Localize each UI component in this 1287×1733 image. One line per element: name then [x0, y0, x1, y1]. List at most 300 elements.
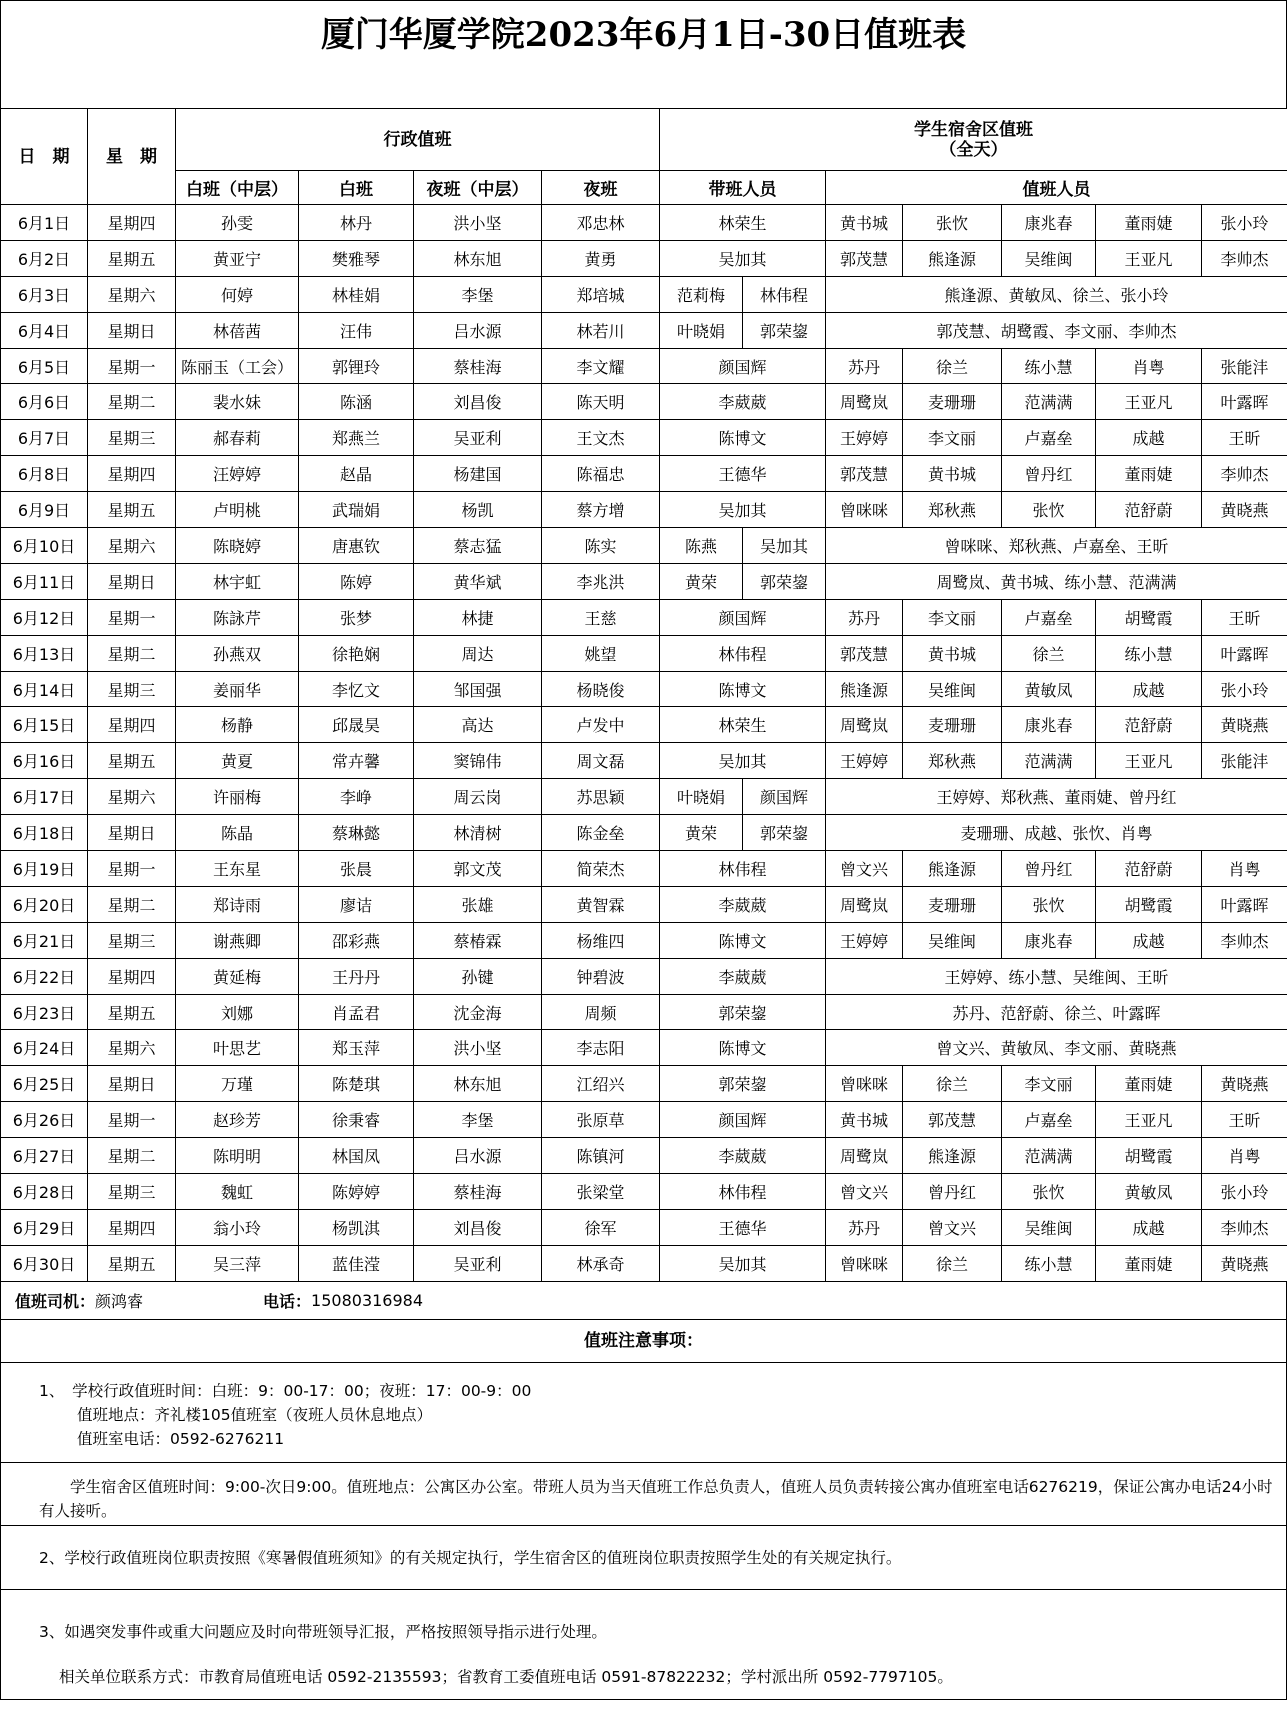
cell-day-mid: 陈晓婷: [176, 528, 299, 564]
cell-duty-staff: 郭茂慧: [903, 1102, 1002, 1138]
cell-night-mid: 高达: [414, 707, 542, 743]
cell-day: 林丹: [299, 205, 414, 241]
cell-night-mid: 郭文茂: [414, 851, 542, 887]
cell-duty-staff: 黄书城: [903, 635, 1002, 671]
cell-duty-staff: 苏丹: [826, 599, 903, 635]
page-title: 厦门华厦学院2023年6月1日-30日值班表: [320, 15, 967, 55]
cell-leader: 吴加其: [660, 1245, 826, 1281]
cell-duty-staff: 康兆春: [1002, 922, 1096, 958]
cell-night: 李志阳: [542, 1030, 660, 1066]
cell-leader: 林伟程: [660, 635, 826, 671]
note-1: [1, 1362, 1286, 1462]
cell-duty-staff: 王亚凡: [1096, 743, 1202, 779]
cell-weekday: 星期日: [88, 1066, 176, 1102]
cell-leader: 郭荣鋆: [660, 994, 826, 1030]
cell-leader: 陈博文: [660, 1030, 826, 1066]
cell-duty-staff: 黄书城: [903, 456, 1002, 492]
cell-duty-staff: 张小玲: [1202, 1174, 1287, 1210]
cell-duty-staff: 张能沣: [1202, 348, 1287, 384]
cell-duty-staff: 叶露晖: [1202, 886, 1287, 922]
cell-date: 6月7日: [1, 420, 88, 456]
cell-leader: 吴加其: [660, 492, 826, 528]
note-1-location: 值班地点：齐礼楼105值班室（夜班人员休息地点）: [77, 1405, 433, 1424]
cell-duty-staff: 苏丹、范舒蔚、徐兰、叶露晖: [826, 994, 1287, 1030]
cell-duty-staff: 黄晓燕: [1202, 492, 1287, 528]
cell-day-mid: 吴三萍: [176, 1245, 299, 1281]
cell-weekday: 星期二: [88, 384, 176, 420]
cell-night-mid: 洪小坚: [414, 205, 542, 241]
cell-night: 江绍兴: [542, 1066, 660, 1102]
cell-night-mid: 邹国强: [414, 671, 542, 707]
cell-duty-staff: 王昕: [1202, 599, 1287, 635]
cell-day: 陈婷: [299, 563, 414, 599]
cell-weekday: 星期四: [88, 205, 176, 241]
cell-duty-staff: 熊逢源: [903, 851, 1002, 887]
cell-weekday: 星期三: [88, 671, 176, 707]
cell-duty-staff: 李文丽: [903, 599, 1002, 635]
cell-night: 陈金垒: [542, 815, 660, 851]
cell-night-mid: 蔡桂海: [414, 1174, 542, 1210]
cell-duty-staff: 郭茂慧: [826, 456, 903, 492]
cell-weekday: 星期五: [88, 994, 176, 1030]
table-row: [1, 707, 1287, 743]
cell-weekday: 星期二: [88, 635, 176, 671]
cell-duty-staff: 黄书城: [826, 1102, 903, 1138]
cell-duty-staff: 郭茂慧: [826, 240, 903, 276]
cell-day-mid: 万瑾: [176, 1066, 299, 1102]
table-row: [1, 205, 1287, 241]
cell-day-mid: 姜丽华: [176, 671, 299, 707]
table-row: [1, 1245, 1287, 1281]
cell-night-mid: 沈金海: [414, 994, 542, 1030]
header-night-mid: 夜班（中层）: [414, 171, 542, 205]
cell-duty-staff: 徐兰: [903, 348, 1002, 384]
cell-leader: 陈博文: [660, 922, 826, 958]
cell-duty-staff: 王亚凡: [1096, 240, 1202, 276]
cell-night: 周文磊: [542, 743, 660, 779]
cell-date: 6月12日: [1, 599, 88, 635]
cell-duty-staff: 张小玲: [1202, 671, 1287, 707]
cell-leader: 林伟程: [660, 851, 826, 887]
cell-day-mid: 许丽梅: [176, 779, 299, 815]
cell-day: 蔡琳懿: [299, 815, 414, 851]
cell-leader: 范莉梅: [660, 276, 743, 312]
cell-day-mid: 翁小玲: [176, 1209, 299, 1245]
cell-duty-staff: 练小慧: [1002, 1245, 1096, 1281]
cell-leader: 黄荣: [660, 815, 743, 851]
cell-duty-staff: 郭茂慧: [826, 635, 903, 671]
note-dorm-hours: 学生宿舍区值班时间：9:00-次日9:00。值班地点：公寓区办公室。带班人员为当天值班工作总负责人，值班人员负责转接公寓办值班室电话6276219，保证公寓办电话24小时有人接听。: [1, 1462, 1286, 1525]
cell-duty-staff: 麦珊珊、成越、张忺、肖粤: [826, 815, 1287, 851]
cell-duty-staff: 黄晓燕: [1202, 1245, 1287, 1281]
cell-night: 郑培城: [542, 276, 660, 312]
header-admin-duty: 行政值班: [176, 109, 660, 171]
cell-duty-staff: 苏丹: [826, 1209, 903, 1245]
cell-night: 林若川: [542, 312, 660, 348]
driver-label: 值班司机：: [15, 1291, 96, 1311]
cell-day: 蓝佳滢: [299, 1245, 414, 1281]
cell-day: 陈楚琪: [299, 1066, 414, 1102]
cell-day-mid: 孙燕双: [176, 635, 299, 671]
cell-duty-staff: 黄晓燕: [1202, 707, 1287, 743]
cell-duty-staff: 范满满: [1002, 743, 1096, 779]
cell-night: 邓忠林: [542, 205, 660, 241]
cell-weekday: 星期一: [88, 851, 176, 887]
cell-date: 6月9日: [1, 492, 88, 528]
cell-duty-staff: 李文丽: [1002, 1066, 1096, 1102]
cell-duty-staff: 肖粤: [1202, 851, 1287, 887]
cell-duty-staff: 周鹭岚: [826, 707, 903, 743]
cell-duty-staff: 王婷婷、练小慧、吴维闽、王昕: [826, 958, 1287, 994]
cell-duty-staff: 曾咪咪、郑秋燕、卢嘉垒、王昕: [826, 528, 1287, 564]
cell-date: 6月19日: [1, 851, 88, 887]
cell-day-mid: 陈明明: [176, 1138, 299, 1174]
cell-day: 杨凯淇: [299, 1209, 414, 1245]
cell-day-mid: 叶思艺: [176, 1030, 299, 1066]
cell-date: 6月5日: [1, 348, 88, 384]
title-area: [0, 0, 1287, 108]
cell-duty-staff: 熊逢源: [903, 1138, 1002, 1174]
cell-duty-staff: 曾咪咪: [826, 492, 903, 528]
cell-duty-staff: 曾文兴、黄敏凤、李文丽、黄晓燕: [826, 1030, 1287, 1066]
table-row: [1, 1102, 1287, 1138]
cell-night-mid: 周云岗: [414, 779, 542, 815]
cell-duty-staff: 叶露晖: [1202, 384, 1287, 420]
cell-duty-staff: 周鹭岚: [826, 384, 903, 420]
cell-date: 6月2日: [1, 240, 88, 276]
cell-day-mid: 黄延梅: [176, 958, 299, 994]
cell-night: 陈福忠: [542, 456, 660, 492]
cell-day-mid: 孙雯: [176, 205, 299, 241]
cell-day: 陈涵: [299, 384, 414, 420]
cell-night: 李文耀: [542, 348, 660, 384]
cell-day: 郑燕兰: [299, 420, 414, 456]
header-day-mid: 白班（中层）: [176, 171, 299, 205]
cell-duty-staff: 肖粤: [1096, 348, 1202, 384]
cell-duty-staff: 卢嘉垒: [1002, 1102, 1096, 1138]
cell-duty-staff: 董雨婕: [1096, 456, 1202, 492]
cell-duty-staff: 麦珊珊: [903, 707, 1002, 743]
table-row: [1, 420, 1287, 456]
cell-duty-staff: 范舒蔚: [1096, 707, 1202, 743]
table-row: [1, 815, 1287, 851]
cell-date: 6月29日: [1, 1209, 88, 1245]
cell-day-mid: 郝春莉: [176, 420, 299, 456]
cell-night: 王慈: [542, 599, 660, 635]
cell-weekday: 星期一: [88, 599, 176, 635]
cell-night: 黄智霖: [542, 886, 660, 922]
table-row: [1, 958, 1287, 994]
cell-duty-staff: 张忺: [1002, 886, 1096, 922]
cell-duty-staff: 王婷婷: [826, 743, 903, 779]
note-3: [1, 1589, 1286, 1699]
cell-duty-staff: 黄敏凤: [1096, 1174, 1202, 1210]
cell-leader: 王德华: [660, 1209, 826, 1245]
cell-night: 陈实: [542, 528, 660, 564]
cell-leader: 颜国辉: [743, 779, 826, 815]
cell-duty-staff: 曾丹红: [1002, 456, 1096, 492]
cell-night: 陈镇河: [542, 1138, 660, 1174]
cell-day: 林国凤: [299, 1138, 414, 1174]
cell-date: 6月20日: [1, 886, 88, 922]
cell-day: 陈婷婷: [299, 1174, 414, 1210]
cell-weekday: 星期日: [88, 563, 176, 599]
cell-leader: 颜国辉: [660, 348, 826, 384]
note-3-text: 3、如遇突发事件或重大问题应及时向带班领导汇报，严格按照领导指示进行处理。: [39, 1622, 607, 1641]
cell-weekday: 星期日: [88, 815, 176, 851]
cell-weekday: 星期六: [88, 528, 176, 564]
table-row: [1, 492, 1287, 528]
cell-duty-staff: 苏丹: [826, 348, 903, 384]
table-row: [1, 528, 1287, 564]
cell-weekday: 星期一: [88, 1102, 176, 1138]
cell-night: 陈天明: [542, 384, 660, 420]
cell-duty-staff: 成越: [1096, 922, 1202, 958]
cell-weekday: 星期四: [88, 456, 176, 492]
cell-duty-staff: 郑秋燕: [903, 492, 1002, 528]
cell-night-mid: 林东旭: [414, 1066, 542, 1102]
cell-day-mid: 汪婷婷: [176, 456, 299, 492]
header-dorm-duty: [660, 109, 1287, 171]
driver-phone-label: 电话：: [263, 1291, 312, 1311]
cell-leader: 吴加其: [660, 240, 826, 276]
cell-day: 唐惠钦: [299, 528, 414, 564]
table-row: [1, 994, 1287, 1030]
cell-leader: 李葳葳: [660, 958, 826, 994]
cell-weekday: 星期二: [88, 1138, 176, 1174]
notes-section: [0, 1282, 1287, 1700]
cell-leader: 陈博文: [660, 671, 826, 707]
cell-date: 6月8日: [1, 456, 88, 492]
cell-day: 廖诘: [299, 886, 414, 922]
table-row: [1, 599, 1287, 635]
cell-duty-staff: 胡鹭霞: [1096, 1138, 1202, 1174]
cell-leader: 林伟程: [660, 1174, 826, 1210]
cell-duty-staff: 周鹭岚、黄书城、练小慧、范满满: [826, 563, 1287, 599]
cell-duty-staff: 黄敏凤: [1002, 671, 1096, 707]
cell-duty-staff: 王昕: [1202, 1102, 1287, 1138]
cell-night: 姚望: [542, 635, 660, 671]
cell-duty-staff: 王婷婷、郑秋燕、董雨婕、曾丹红: [826, 779, 1287, 815]
table-row: [1, 240, 1287, 276]
cell-leader: 陈燕: [660, 528, 743, 564]
cell-duty-staff: 董雨婕: [1096, 1245, 1202, 1281]
cell-day-mid: 陈晶: [176, 815, 299, 851]
cell-weekday: 星期三: [88, 1174, 176, 1210]
cell-day-mid: 黄亚宁: [176, 240, 299, 276]
cell-day-mid: 陈丽玉（工会）: [176, 348, 299, 384]
cell-duty-staff: 范舒蔚: [1096, 492, 1202, 528]
cell-day-mid: 何婷: [176, 276, 299, 312]
cell-duty-staff: 曾咪咪: [826, 1066, 903, 1102]
cell-night: 卢发中: [542, 707, 660, 743]
cell-night-mid: 刘昌俊: [414, 1209, 542, 1245]
cell-duty-staff: 成越: [1096, 420, 1202, 456]
cell-night: 苏思颖: [542, 779, 660, 815]
cell-duty-staff: 黄晓燕: [1202, 1066, 1287, 1102]
table-row: [1, 1174, 1287, 1210]
cell-night-mid: 吕水源: [414, 312, 542, 348]
cell-duty-staff: 李帅杰: [1202, 240, 1287, 276]
cell-weekday: 星期一: [88, 348, 176, 384]
cell-weekday: 星期三: [88, 922, 176, 958]
cell-duty-staff: 胡鹭霞: [1096, 886, 1202, 922]
cell-day-mid: 林宇虹: [176, 563, 299, 599]
cell-day-mid: 王东星: [176, 851, 299, 887]
cell-night-mid: 刘昌俊: [414, 384, 542, 420]
cell-night: 简荣杰: [542, 851, 660, 887]
cell-night-mid: 吴亚利: [414, 1245, 542, 1281]
roster-body: [1, 205, 1287, 1282]
cell-night: 钟碧波: [542, 958, 660, 994]
header-dorm-duty-note: （全天）: [939, 139, 1008, 160]
cell-day-mid: 郑诗雨: [176, 886, 299, 922]
cell-leader: 王德华: [660, 456, 826, 492]
driver-name: 颜鸿睿: [95, 1291, 144, 1311]
cell-duty-staff: 卢嘉垒: [1002, 599, 1096, 635]
cell-day: 汪伟: [299, 312, 414, 348]
header-duty-staff: 值班人员: [826, 171, 1287, 205]
cell-leader: 黄荣: [660, 563, 743, 599]
cell-duty-staff: 张忺: [903, 205, 1002, 241]
cell-day: 武瑞娟: [299, 492, 414, 528]
cell-night-mid: 蔡桂海: [414, 348, 542, 384]
cell-duty-staff: 曾文兴: [826, 851, 903, 887]
cell-day: 张梦: [299, 599, 414, 635]
cell-duty-staff: 范满满: [1002, 384, 1096, 420]
cell-duty-staff: 吴维闽: [1002, 240, 1096, 276]
cell-day: 肖孟君: [299, 994, 414, 1030]
cell-duty-staff: 卢嘉垒: [1002, 420, 1096, 456]
cell-duty-staff: 李文丽: [903, 420, 1002, 456]
cell-leader: 郭荣鋆: [743, 563, 826, 599]
cell-day: 常卉馨: [299, 743, 414, 779]
cell-day-mid: 魏虹: [176, 1174, 299, 1210]
cell-duty-staff: 练小慧: [1002, 348, 1096, 384]
table-row: [1, 312, 1287, 348]
cell-date: 6月30日: [1, 1245, 88, 1281]
cell-duty-staff: 王婷婷: [826, 922, 903, 958]
cell-date: 6月3日: [1, 276, 88, 312]
cell-day: 李峥: [299, 779, 414, 815]
cell-duty-staff: 王亚凡: [1096, 1102, 1202, 1138]
cell-weekday: 星期六: [88, 1030, 176, 1066]
cell-date: 6月22日: [1, 958, 88, 994]
cell-duty-staff: 王亚凡: [1096, 384, 1202, 420]
cell-leader: 叶晓娟: [660, 779, 743, 815]
table-row: [1, 384, 1287, 420]
cell-day: 徐秉睿: [299, 1102, 414, 1138]
cell-duty-staff: 张忺: [1002, 492, 1096, 528]
cell-duty-staff: 成越: [1096, 671, 1202, 707]
cell-day-mid: 陈詠芹: [176, 599, 299, 635]
cell-leader: 吴加其: [743, 528, 826, 564]
note-2: 2、学校行政值班岗位职责按照《寒暑假值班须知》的有关规定执行，学生宿舍区的值班岗位职责按照学生处的有关规定执行。: [1, 1525, 1286, 1589]
cell-leader: 颜国辉: [660, 599, 826, 635]
cell-night-mid: 杨建国: [414, 456, 542, 492]
cell-duty-staff: 曾丹红: [1002, 851, 1096, 887]
cell-duty-staff: 李帅杰: [1202, 1209, 1287, 1245]
table-row: [1, 886, 1287, 922]
cell-date: 6月25日: [1, 1066, 88, 1102]
driver-phone: 15080316984: [311, 1290, 424, 1310]
header-day: 白班: [299, 171, 414, 205]
cell-leader: 林伟程: [743, 276, 826, 312]
cell-day-mid: 卢明桃: [176, 492, 299, 528]
cell-night-mid: 吴亚利: [414, 420, 542, 456]
cell-duty-staff: 徐兰: [903, 1245, 1002, 1281]
table-row: [1, 1030, 1287, 1066]
cell-duty-staff: 成越: [1096, 1209, 1202, 1245]
cell-duty-staff: 范舒蔚: [1096, 851, 1202, 887]
notes-heading: 值班注意事项：: [1, 1319, 1286, 1362]
cell-duty-staff: 康兆春: [1002, 707, 1096, 743]
cell-night-mid: 张雄: [414, 886, 542, 922]
cell-leader: 李葳葳: [660, 384, 826, 420]
cell-weekday: 星期六: [88, 276, 176, 312]
cell-duty-staff: 康兆春: [1002, 205, 1096, 241]
cell-date: 6月28日: [1, 1174, 88, 1210]
cell-duty-staff: 麦珊珊: [903, 886, 1002, 922]
cell-duty-staff: 范满满: [1002, 1138, 1096, 1174]
cell-leader: 郭荣鋆: [660, 1066, 826, 1102]
cell-duty-staff: 周鹭岚: [826, 886, 903, 922]
table-row: [1, 743, 1287, 779]
cell-night-mid: 孙键: [414, 958, 542, 994]
cell-date: 6月10日: [1, 528, 88, 564]
cell-day: 郑玉萍: [299, 1030, 414, 1066]
cell-duty-staff: 练小慧: [1096, 635, 1202, 671]
cell-duty-staff: 张小玲: [1202, 205, 1287, 241]
cell-day: 李忆文: [299, 671, 414, 707]
cell-duty-staff: 李帅杰: [1202, 456, 1287, 492]
note-1-phone: 值班室电话：0592-6276211: [77, 1429, 285, 1448]
cell-weekday: 星期五: [88, 1245, 176, 1281]
table-row: [1, 1066, 1287, 1102]
cell-day-mid: 裴水妹: [176, 384, 299, 420]
cell-night: 徐军: [542, 1209, 660, 1245]
cell-night: 周频: [542, 994, 660, 1030]
cell-night-mid: 洪小坚: [414, 1030, 542, 1066]
cell-leader: 叶晓娟: [660, 312, 743, 348]
table-row: [1, 779, 1287, 815]
table-row: [1, 276, 1287, 312]
cell-date: 6月13日: [1, 635, 88, 671]
header-date: 日 期: [1, 109, 88, 205]
cell-night-mid: 杨凯: [414, 492, 542, 528]
cell-night-mid: 窦锦伟: [414, 743, 542, 779]
cell-leader: 郭荣鋆: [743, 312, 826, 348]
cell-night-mid: 黄华斌: [414, 563, 542, 599]
cell-date: 6月18日: [1, 815, 88, 851]
cell-leader: 林荣生: [660, 707, 826, 743]
cell-duty-staff: 郑秋燕: [903, 743, 1002, 779]
cell-day: 邵彩燕: [299, 922, 414, 958]
cell-duty-staff: 曾咪咪: [826, 1245, 903, 1281]
cell-day-mid: 杨静: [176, 707, 299, 743]
cell-duty-staff: 李帅杰: [1202, 922, 1287, 958]
header-weekday: 星 期: [88, 109, 176, 205]
cell-duty-staff: 王昕: [1202, 420, 1287, 456]
cell-day: 徐艳娴: [299, 635, 414, 671]
cell-night: 杨维四: [542, 922, 660, 958]
cell-day: 王丹丹: [299, 958, 414, 994]
cell-duty-staff: 董雨婕: [1096, 205, 1202, 241]
header-dorm-duty-title: 学生宿舍区值班: [914, 119, 1033, 140]
cell-weekday: 星期日: [88, 312, 176, 348]
cell-day-mid: 黄夏: [176, 743, 299, 779]
cell-leader: 李葳葳: [660, 886, 826, 922]
